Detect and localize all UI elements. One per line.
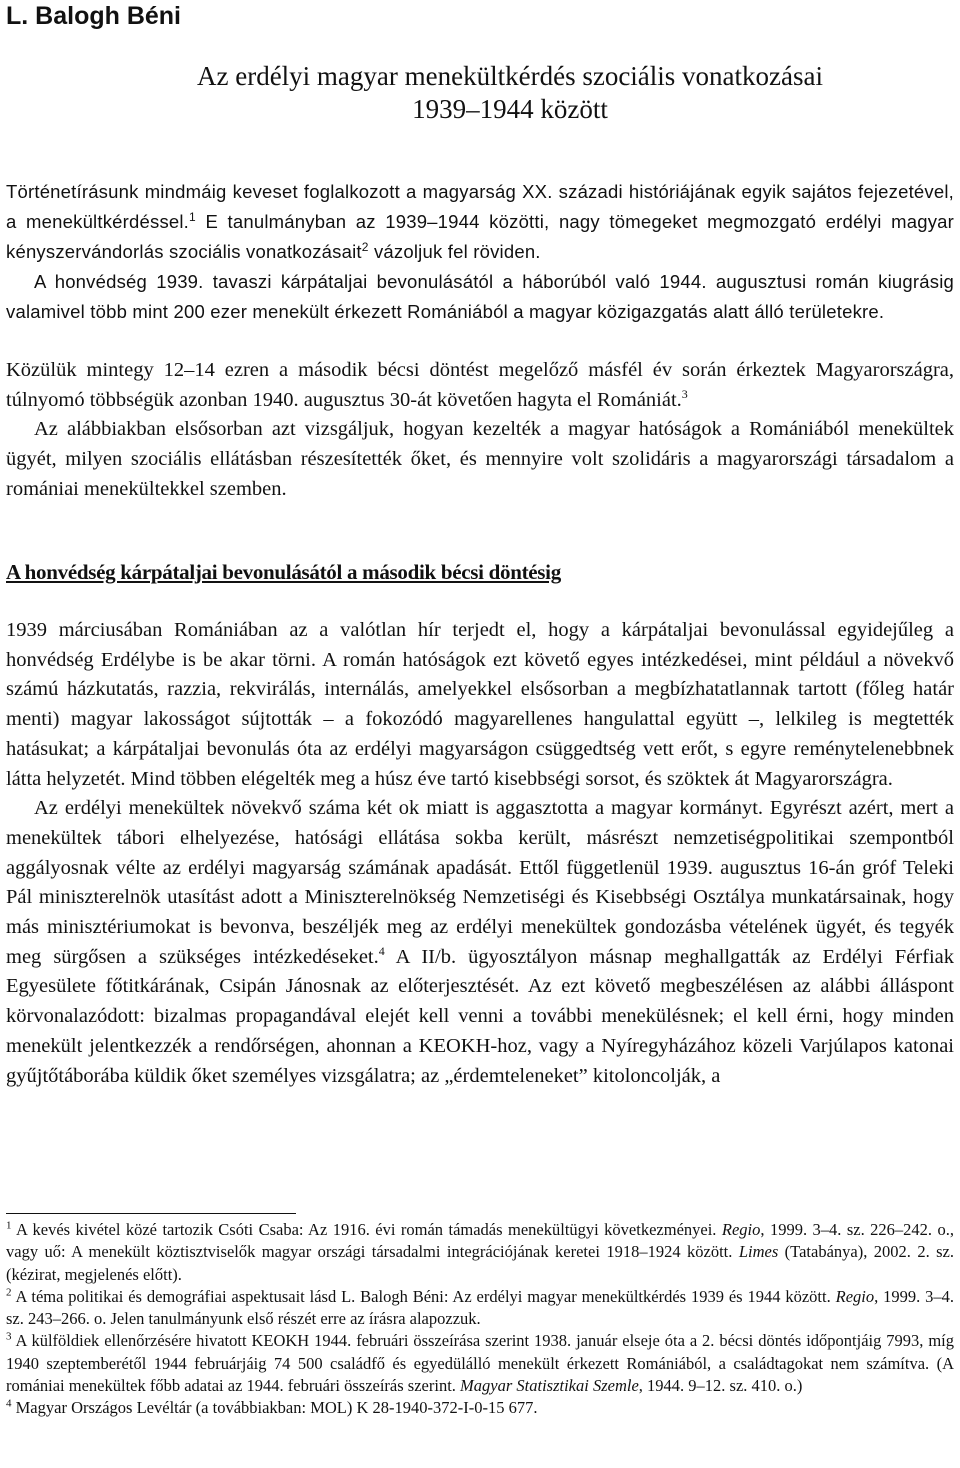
intro-sans-text	[6, 177, 954, 327]
author-name: L. Balogh Béni	[6, 2, 181, 30]
footnote-ref-2[interactable]: 2	[361, 239, 369, 254]
footnote-1: $^1$ A kevés kivétel közé tartozik Csóti Csaba: Az 1916. évi román támadás menekültügyi következményei. Regio, 1999. 3–4. sz. 226–242. o., vagy uő: A menekült köztisztviselők magyar országi társadalmi integrációjának keretei 1918–1924 között. Limes (Tatabánya), 2002. 2. sz. (kézirat, megjelenés előtt).	[6, 1219, 954, 1284]
footnote-2: $^2$ A téma politikai és demográfiai aspektusait lásd L. Balogh Béni: Az erdélyi magyar menekültkérdés 1939 és 1944 között. Regio, 1999. 3–4. sz. 243–266. o. Jelen tanulmányunk első részét erre az írásra alapozzuk.	[6, 1286, 955, 1329]
section-paragraph-2: Az erdélyi menekültek növekvő száma két ok miatt is aggasztotta a magyar kormányt. Egyrészt azért, mert a menekültek tábori elhelyezése, hatósági ellátása sokba került, másrészt nemzetiségpolitikai szempontból aggályosnak vélte az erdélyi magyarság számának apadását. Ettől függetlenül 1939. augusztus 16-án gróf Teleki Pál miniszterelnök utasítást adott a Miniszterelnökség Nemzetiségi és Kisebbségi Osztálya munkatársainak, hogy más minisztériumokat is bevonva, beszéljék meg az erdélyi menekültek gondozásba vételének ügyét, és tegyék meg sürgősen a szükséges intézkedéseket.$^4$ A II/b. ügyosztályon másnap meghallgatták az Erdélyi Férfiak Egyesülete főtitkárának, Csipán Jánosnak az előterjesztését. Az ezt követő megbeszélésen az alábbi álláspont körvonalazódott: bizalmas propagandával elejét kell venni a további menekülésnek; el kell érni, hogy minden menekült jelentkezzék a rendőrségen, ahonnan a KEOKH-hoz, vagy a Nyíregyházához közeli Varjúlapos katonai gyűjtőtáborába küldik őket személyes vizsgálatra; az „érdemteleneket” kitoloncolják, a	[6, 797, 955, 1087]
footnotes	[6, 1219, 954, 1420]
footnote-4: $^4$ Magyar Országos Levéltár (a továbbiakban: MOL) K 28-1940-372-I-0-15 677.	[6, 1397, 538, 1418]
footnote-ref-1[interactable]: 1	[189, 209, 196, 224]
intro-paragraph-2-b: Közülük mintegy 12–14 ezren a második bécsi döntést megelőző másfél év során érkeztek Magyarországra, túlnyomó többségük azonban 1940. augusztus 30-át követően hagyta el Romániát.$^3$	[6, 359, 954, 411]
intro-paragraph-3: Az alábbiakban elsősorban azt vizsgáljuk, hogyan kezelték a magyar hatóságok a Romániából menekültek ügyét, milyen szociális ellátásban részesítették őket, és mennyire volt szolidáris a magyarországi társadalom a romániai menekültekkel szemben.	[6, 418, 954, 500]
intro-paragraph-2: A honvédség 1939. tavaszi kárpátaljai bevonulásától a háborúból való 1944. augusztusi román kiugrásig valamivel több mint 200 ezer menekült érkezett Romániából a magyar közigazgatás alatt álló területekre.	[6, 271, 954, 322]
article-title-period: 1939–1944 között	[412, 94, 608, 124]
section-body	[6, 616, 954, 1091]
footnote-divider	[6, 1213, 296, 1214]
footnote-3: $^3$ A külföldiek ellenőrzésére hivatott KEOKH 1944. februári összeírása szerint 1938. január elseje óta a 2. bécsi döntés időpontjáig 7993, míg 1940 szeptemberétől 1944 februárjáig 74 500 családfő és egyedülálló menekült érkezett Romániából, a családtagokat nem számítva. (A romániai menekültek főbb adatai az 1944. februári összeírás szerint. Magyar Statisztikai Szemle, 1944. 9–12. sz. 410. o.)	[6, 1330, 954, 1396]
intro-paragraph-1: Történetírásunk mindmáig keveset foglalkozott a magyarság XX. századi históriájának egyik sajátos fejezetével, a menekültkérdéssel.$^1$ E tanulmányban az 1939–1944 közötti, nagy tömegeket megmozgató erdélyi magyar kényszervándorlás szociális vonatkozásait$^2$ vázoljuk fel röviden.	[6, 181, 955, 262]
intro-serif-block	[6, 356, 954, 505]
section-paragraph-1: 1939 márciusában Romániában az a valótlan hír terjedt el, hogy a kárpátaljai bevonulással egyidejűleg a honvédség Erdélybe is be akar törni. A román hatóságok ezt követő egyes intézkedései, mint például a növekvő számú házkutatás, razzia, rekvirálás, internálás, amelyekkel elsősorban a megbízhatatlannak tartott (főleg határ menti) magyar lakosságot sújtották – a fokozódó magyarellenes hangulattal együtt –, lelkileg is megtették hatásukat; a kárpátaljai bevonulás óta az erdélyi magyarságon csüggedtség vett erőt, s egyre reménytelenebbnek látta helyzetét. Mind többen elégelték meg a húsz éve tartó kisebbségi sorsot, és szöktek át Magyarországra.	[6, 619, 954, 790]
footnote-ref-3[interactable]: 3	[681, 386, 688, 401]
article-title: Az erdélyi magyar menekültkérdés szociális vonatkozásai	[196, 61, 823, 91]
section-heading: A honvédség kárpátaljai bevonulásától a második bécsi döntésig	[6, 560, 561, 584]
footnote-ref-4[interactable]: 4	[378, 943, 385, 958]
